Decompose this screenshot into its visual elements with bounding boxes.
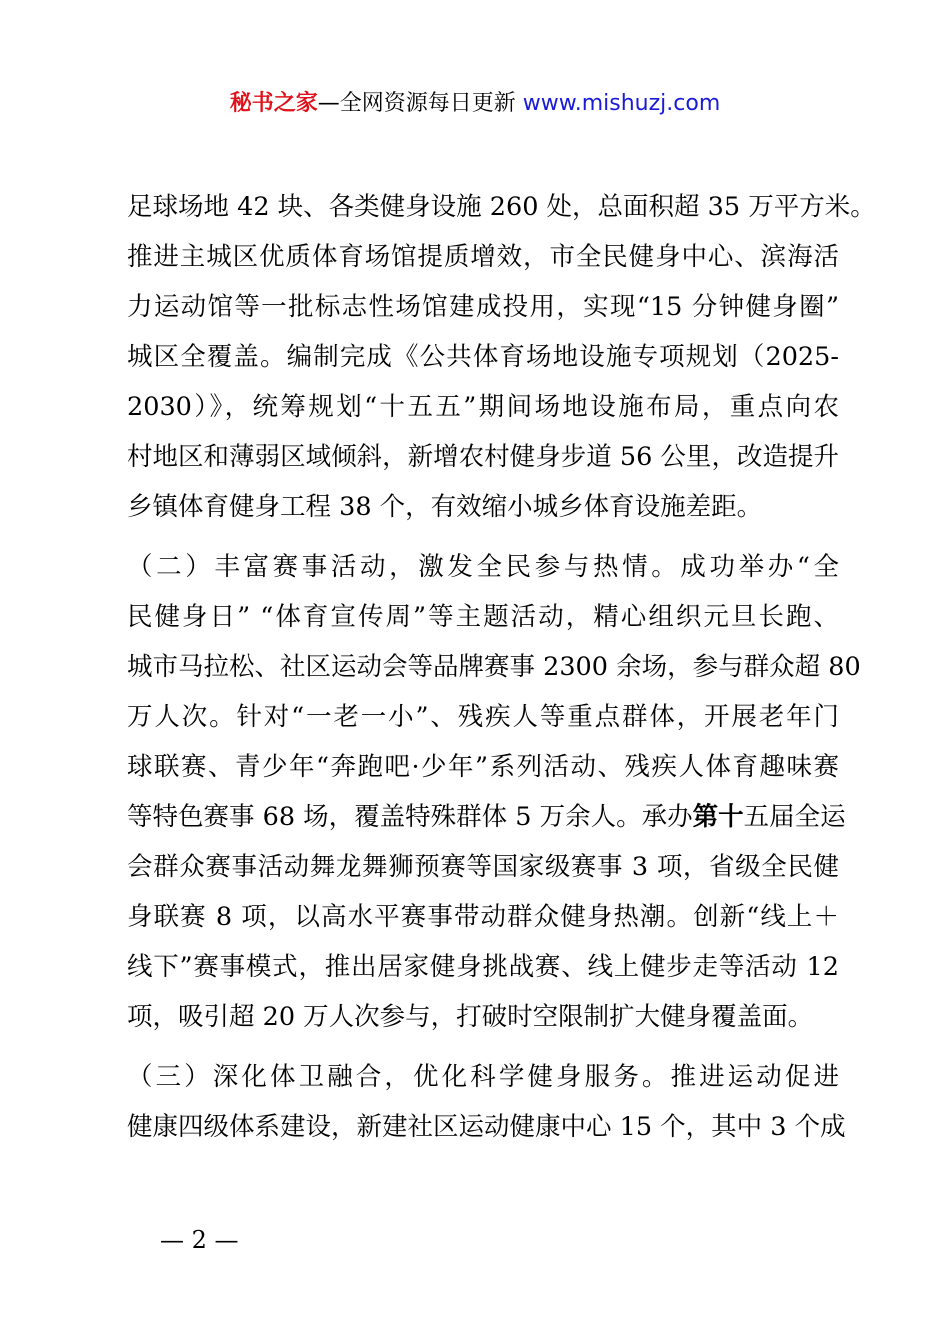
text-line: 2030）》，统筹规划“十五五”期间场地设施布局，重点向农 — [127, 392, 839, 422]
site-header — [0, 86, 950, 122]
text-line: 城区全覆盖。编制完成《公共体育场地设施专项规划（2025- — [127, 342, 839, 372]
text-line: 身联赛 8 项，以高水平赛事带动群众健身热潮。创新“线上＋ — [127, 902, 839, 932]
text-line: （二）丰富赛事活动，激发全民参与热情。成功举办“全 — [127, 552, 839, 582]
text-line: （三）深化体卫融合，优化科学健身服务。推进运动促进 — [127, 1062, 839, 1092]
paragraph — [127, 1052, 846, 1152]
page-number: — 2 — — [160, 1226, 239, 1254]
text-line: 乡镇体育健身工程 38 个，有效缩小城乡体育设施差距。 — [127, 492, 763, 522]
text-line-with-bold — [127, 792, 846, 842]
text-line: 线下”赛事模式，推出居家健身挑战赛、线上健步走等活动 12 — [127, 952, 839, 982]
text-line: 球联赛、青少年“奔跑吧·少年”系列活动、残疾人体育趣味赛 — [127, 752, 839, 782]
text-line: 会群众赛事活动舞龙舞狮预赛等国家级赛事 3 项，省级全民健 — [127, 852, 839, 882]
text-line: 足球场地 42 块、各类健身设施 260 处，总面积超 35 万平方米。 — [127, 192, 876, 222]
text-line: 村地区和薄弱区域倾斜，新增农村健身步道 56 公里，改造提升 — [127, 442, 839, 472]
site-url-link[interactable]: www.mishuzj.com — [522, 91, 721, 116]
document-body — [127, 182, 876, 1152]
site-brand: 秘书之家 — [229, 91, 318, 116]
text-segment: 五届全运 — [743, 802, 846, 832]
text-line: 健康四级体系建设，新建社区运动健康中心 15 个，其中 3 个成 — [127, 1112, 846, 1142]
text-line: 民健身日” “体育宣传周”等主题活动，精心组织元旦长跑、 — [127, 602, 839, 632]
text-line: 万人次。针对“一老一小”、残疾人等重点群体，开展老年门 — [127, 702, 839, 732]
site-tagline: —全网资源每日更新 — [317, 91, 523, 116]
bold-text-segment: 第十 — [692, 802, 744, 832]
text-line: 力运动馆等一批标志性场馆建成投用，实现“15 分钟健身圈” — [127, 292, 839, 322]
paragraph — [127, 542, 861, 1042]
text-line: 项，吸引超 20 万人次参与，打破时空限制扩大健身覆盖面。 — [127, 1002, 814, 1032]
text-segment: 等特色赛事 68 场，覆盖特殊群体 5 万余人。承办 — [127, 802, 693, 832]
text-line: 推进主城区优质体育场馆提质增效，市全民健身中心、滨海活 — [127, 242, 839, 272]
text-line: 城市马拉松、社区运动会等品牌赛事 2300 余场，参与群众超 80 — [127, 652, 861, 682]
paragraph — [127, 182, 876, 532]
